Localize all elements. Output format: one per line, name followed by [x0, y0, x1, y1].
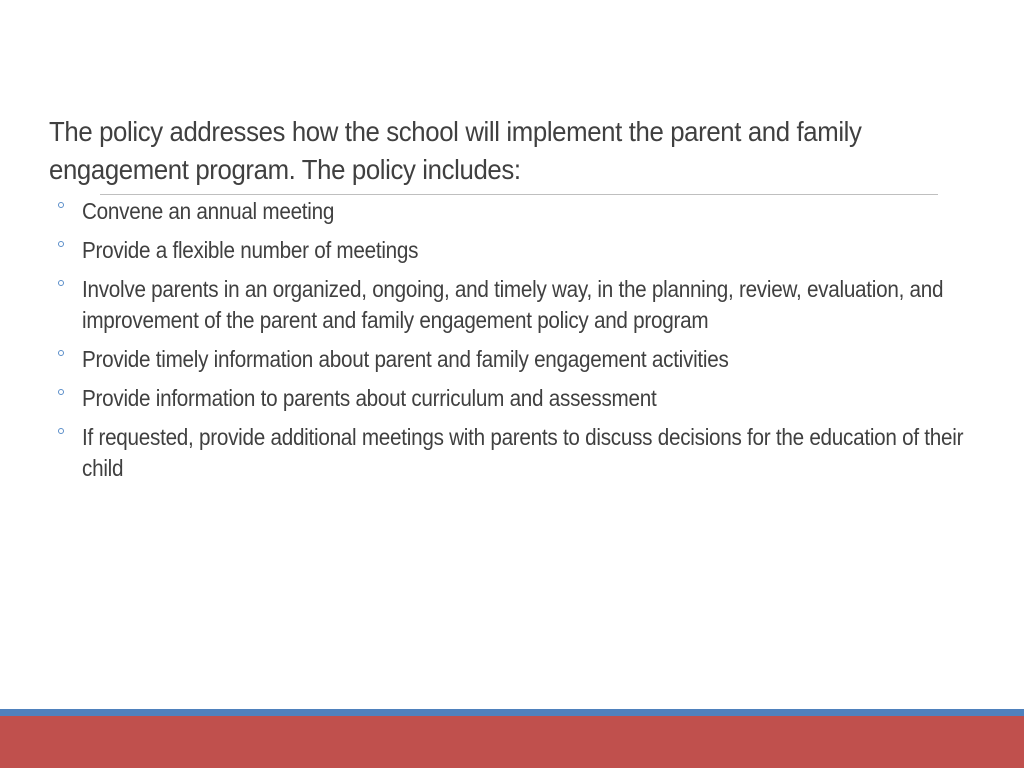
- bullet-item: [58, 235, 988, 266]
- bullet-text: Involve parents in an organized, ongoing, and timely way, in the planning, review, evaluation, and improvement of the parent and family engagement policy and program: [82, 276, 944, 333]
- bullet-item: [58, 383, 988, 414]
- bullet-item: [58, 274, 988, 336]
- circle-bullet-icon: [58, 241, 64, 247]
- footer-blue-stripe: [0, 709, 1024, 716]
- bullet-item: [58, 422, 988, 484]
- circle-bullet-icon: [58, 280, 64, 286]
- bullet-list: [58, 196, 988, 492]
- circle-bullet-icon: [58, 389, 64, 395]
- circle-bullet-icon: [58, 428, 64, 434]
- bullet-text: If requested, provide additional meetings with parents to discuss decisions for the education of their child: [82, 424, 964, 481]
- footer-red-band: [0, 716, 1024, 768]
- circle-bullet-icon: [58, 202, 64, 208]
- bullet-text: Provide timely information about parent and family engagement activities: [82, 346, 729, 372]
- intro-paragraph: The policy addresses how the school will implement the parent and family engagement program. The policy includes:: [49, 116, 862, 185]
- bullet-item: [58, 344, 988, 375]
- slide-content: [49, 113, 989, 189]
- bullet-text: Provide a flexible number of meetings: [82, 237, 419, 263]
- divider-line: [100, 194, 938, 195]
- bullet-item: [58, 196, 988, 227]
- bullet-text: Provide information to parents about curriculum and assessment: [82, 385, 657, 411]
- bullet-text: Convene an annual meeting: [82, 198, 335, 224]
- circle-bullet-icon: [58, 350, 64, 356]
